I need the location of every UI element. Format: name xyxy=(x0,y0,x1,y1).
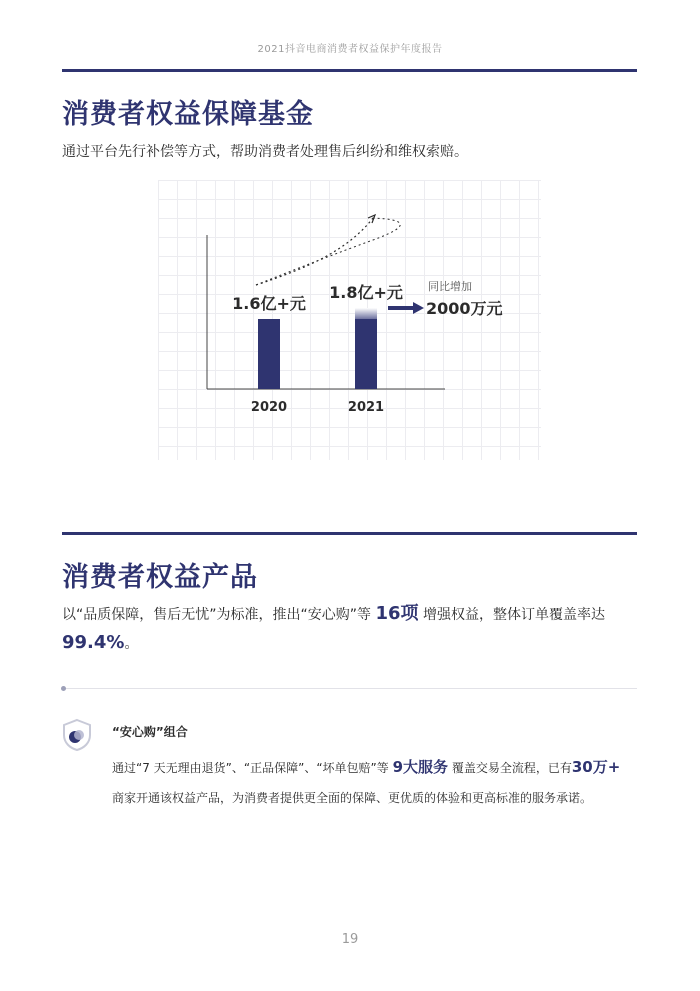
tick-label-2021: 2021 xyxy=(347,400,385,415)
subsection-divider xyxy=(62,688,637,689)
section-divider-2 xyxy=(62,532,637,535)
page-number: 19 xyxy=(341,932,359,947)
combo-text: 商家开通该权益产品，为消费者提供更全面的保障、更优质的体验和更高标准的服务承诺。 xyxy=(112,791,593,805)
divider-dot xyxy=(61,686,66,691)
trend-curve-line xyxy=(256,218,373,285)
increase-arrow-head xyxy=(413,302,424,314)
combo-title: “安心购”组合 xyxy=(112,725,188,739)
increase-value: 2000万元 xyxy=(426,299,503,318)
highlight-coverage-rate: 99.4% xyxy=(62,632,125,653)
highlight-9-services: 9大服务 xyxy=(392,758,449,776)
chart-canvas xyxy=(158,180,541,460)
trend-curve xyxy=(256,218,400,285)
data-label-2021: 1.8亿+元 xyxy=(329,283,403,302)
tick-label-2020: 2020 xyxy=(250,400,288,415)
fund-bar-chart xyxy=(158,180,541,460)
combo-description xyxy=(112,752,652,813)
increase-label: 同比增加 xyxy=(428,280,472,293)
para-text: 以“品质保障，售后无忧”为标准，推出“安心购”等 xyxy=(62,607,372,623)
highlight-300k-merchants: 30万+ xyxy=(571,758,621,776)
section-description-products xyxy=(62,600,642,658)
bar-2020 xyxy=(258,319,280,389)
shield-icon xyxy=(62,718,92,752)
para-text: 。 xyxy=(124,636,139,652)
report-header-title: 2021抖音电商消费者权益保护年度报告 xyxy=(257,44,443,55)
bar-2021 xyxy=(355,319,377,389)
combo-text: 覆盖交易全流程，已有 xyxy=(451,761,572,775)
bar-increase-2021 xyxy=(355,308,377,319)
data-label-2020: 1.6亿+元 xyxy=(232,294,306,313)
para-text: 增强权益，整体订单覆盖率达 xyxy=(422,607,605,623)
section-title-fund: 消费者权益保障基金 xyxy=(62,99,314,130)
section-description-fund: 通过平台先行补偿等方式，帮助消费者处理售后纠纷和维权索赔。 xyxy=(62,144,468,160)
highlight-16-items: 16项 xyxy=(375,603,419,624)
combo-text: 通过“7 天无理由退货”、“正品保障”、“坏单包赔”等 xyxy=(112,761,389,775)
section-title-products: 消费者权益产品 xyxy=(62,562,258,593)
section-divider xyxy=(62,69,637,72)
